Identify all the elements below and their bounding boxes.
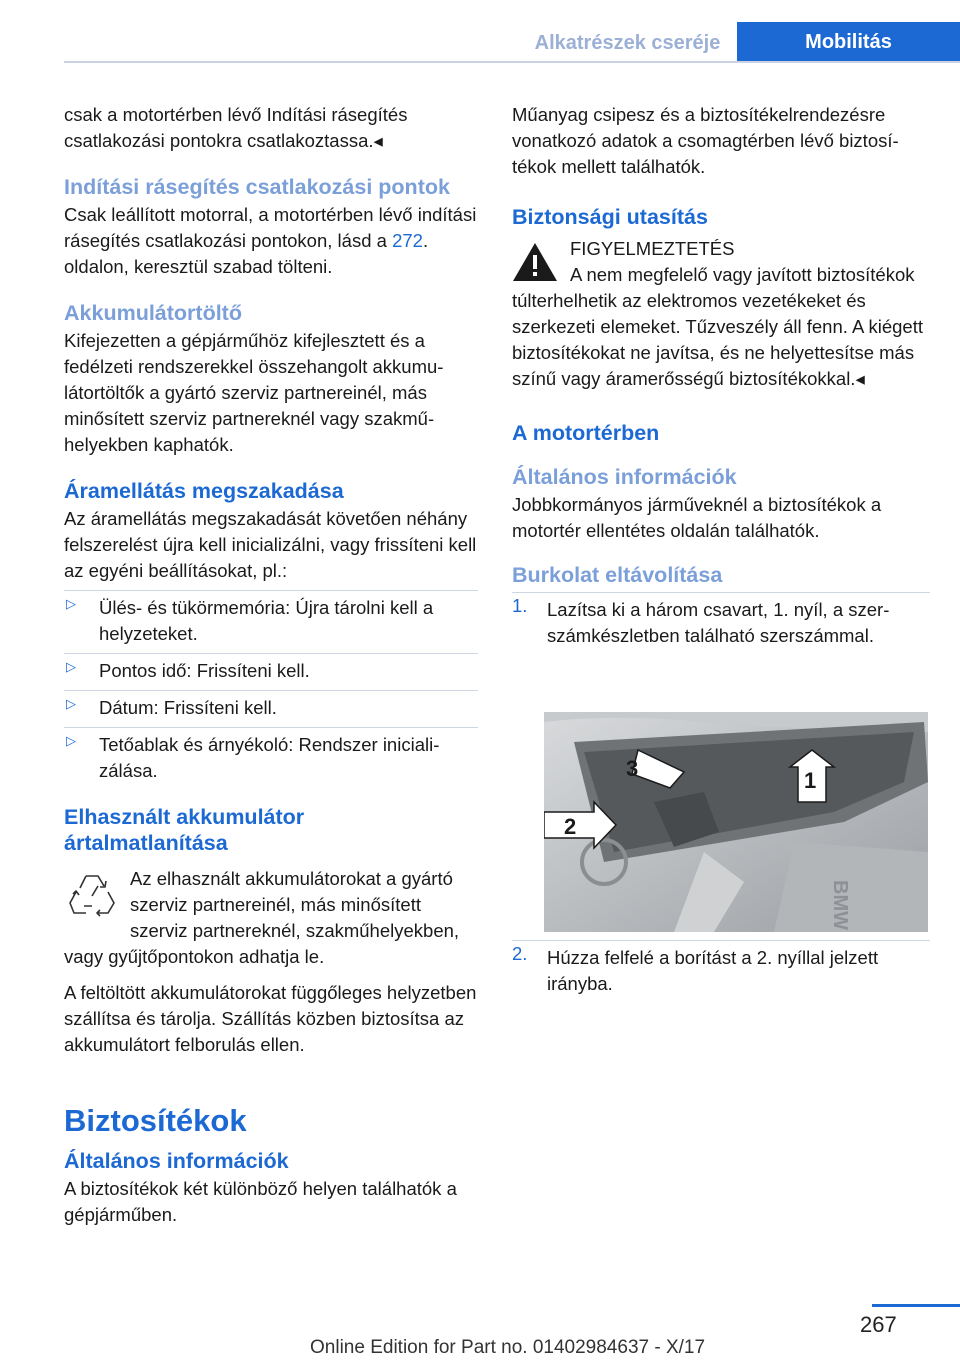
- triangle-bullet-icon: ▷: [66, 596, 76, 611]
- intro-paragraph: csak a motortérben lévő Indítási rásegítés csatlakozási pontokra csatlakoztassa.◂: [64, 104, 408, 151]
- jump-text-start: Csak leállított motorral, a motortérben lévő indítási rásegítés csatlakozási pontokon, lásd a: [64, 204, 477, 251]
- transport-paragraph: A feltöltött akkumulátorokat függőleges helyzetben szállítsa és tárolja. Szállítás közben biztosítsa az akkumulátort felborulás ellen.: [64, 982, 477, 1055]
- jump-text-end: . oldalon, keresztül szabad tölteni.: [64, 230, 429, 277]
- clip-paragraph: Műanyag csipesz és a biztosítékelrendezésre vonatkozó adatok a csomagtérben lévő biztosítékok mellett találhatók.: [512, 104, 899, 177]
- step-number: 1.: [512, 595, 528, 616]
- arrow-label-2: 2: [564, 814, 577, 839]
- reset-list: [64, 590, 478, 790]
- recycling-icon: [64, 868, 120, 924]
- disposal-block: [64, 866, 478, 970]
- photo-logo: BMW: [829, 880, 851, 930]
- power-interruption-paragraph: Az áramellátás megszakadását követően néhány felszerelést újra kell inicializálni, vagy frissíteni kell az egyéni beállításokat, pl.:: [64, 508, 477, 581]
- list-item-text: Dátum: Frissíteni kell.: [99, 697, 277, 718]
- step-item: [512, 941, 930, 997]
- warning-paragraph: A nem megfelelő vagy javított biztosítékok túlterhelhetik az elektromos vezetékeket és szerkezeti elemeket. Tűzveszély áll fenn. A kiégett biztosítékokat ne javítsa, és ne helyettesítse más színű vagy áramerősségű biztosítékokkal.◂: [512, 264, 923, 389]
- jump-start-paragraph: [64, 202, 478, 280]
- arrow-label-3: 3: [626, 756, 639, 781]
- battery-disposal-heading: [64, 804, 478, 856]
- left-column: [64, 102, 478, 1228]
- list-item-text: Ülés- és tükörmemória: Újra tárolni kell a helyzeteket.: [99, 597, 434, 644]
- list-item-text: Pontos idő: Frissíteni kell.: [99, 660, 310, 681]
- triangle-bullet-icon: ▷: [66, 733, 76, 748]
- charger-paragraph: Kifejezetten a gépjárműhöz kifejlesztett és a fedélzeti rendszerekkel összehangolt akkumulátortöltők a gyártó szerviz partnereinél, más minősített szerviz partnereknél vagy szakműhelyekben kaphatók.: [64, 330, 444, 455]
- safety-heading: Biztonsági utasítás: [512, 205, 708, 229]
- step-text: Húzza felfelé a borítást a 2. nyíllal jelzett irányba.: [547, 947, 879, 994]
- warning-block: [512, 236, 930, 392]
- disposal-heading-line-1: Elhasznált akkumulátor: [64, 805, 305, 829]
- jump-start-heading: Indítási rásegítés csatlakozási pontok: [64, 175, 450, 199]
- charger-heading: Akkumulátortöltő: [64, 301, 242, 325]
- disposal-paragraph: Az elhasznált akkumulátorokat a gyártó szerviz partnereinél, más minősített szerviz partnereknél, szakműhelyekben, vagy gyűjtőpontokon adhatja le.: [64, 868, 460, 967]
- chapter-tab[interactable]: Mobilitás: [737, 22, 960, 62]
- power-interruption-heading: Áramellátás megszakadása: [64, 479, 344, 503]
- list-item-text: Tetőablak és árnyékoló: Rendszer inicializálása.: [99, 734, 440, 781]
- arrow-label-1: 1: [804, 768, 817, 793]
- engine-general-heading: Általános információk: [512, 465, 737, 489]
- list-item: [64, 728, 478, 790]
- disposal-heading-line-2: ártalmatlanítása: [64, 831, 228, 855]
- warning-title: FIGYELMEZTETÉS: [570, 238, 735, 259]
- section-tab[interactable]: Alkatrészek cseréje: [534, 32, 721, 54]
- cover-removal-heading: Burkolat eltávolítása: [512, 563, 723, 587]
- warning-triangle-icon: [512, 242, 558, 282]
- list-item: [64, 691, 478, 727]
- page-link-272[interactable]: 272: [392, 230, 423, 251]
- list-item: [64, 654, 478, 690]
- header-divider: [64, 61, 960, 63]
- list-item: [64, 591, 478, 653]
- edition-note: Online Edition for Part no. 01402984637 - X/17: [310, 1337, 706, 1358]
- step-text: Lazítsa ki a három csavart, 1. nyíl, a szerszámkészletben található szerszámmal.: [547, 599, 890, 646]
- triangle-bullet-icon: ▷: [66, 659, 76, 674]
- engine-cover-photo: [544, 712, 928, 932]
- fuses-title: Biztosítékok: [64, 1103, 247, 1138]
- footer-accent-line: [872, 1304, 960, 1307]
- triangle-bullet-icon: ▷: [66, 696, 76, 711]
- page-number: 267: [860, 1312, 897, 1337]
- engine-general-paragraph: Jobbkormányos járműveknél a biztosítékok a motortér ellentétes oldalán találhatók.: [512, 494, 882, 541]
- right-column: [512, 102, 930, 649]
- step-item: [512, 593, 930, 649]
- fuses-general-heading: Általános információk: [64, 1149, 289, 1173]
- engine-compartment-heading: A motortérben: [512, 421, 660, 445]
- step-number: 2.: [512, 943, 528, 964]
- fuses-general-paragraph: A biztosítékok két különböző helyen találhatók a gépjárműben.: [64, 1178, 457, 1225]
- step-2-block: [512, 940, 930, 997]
